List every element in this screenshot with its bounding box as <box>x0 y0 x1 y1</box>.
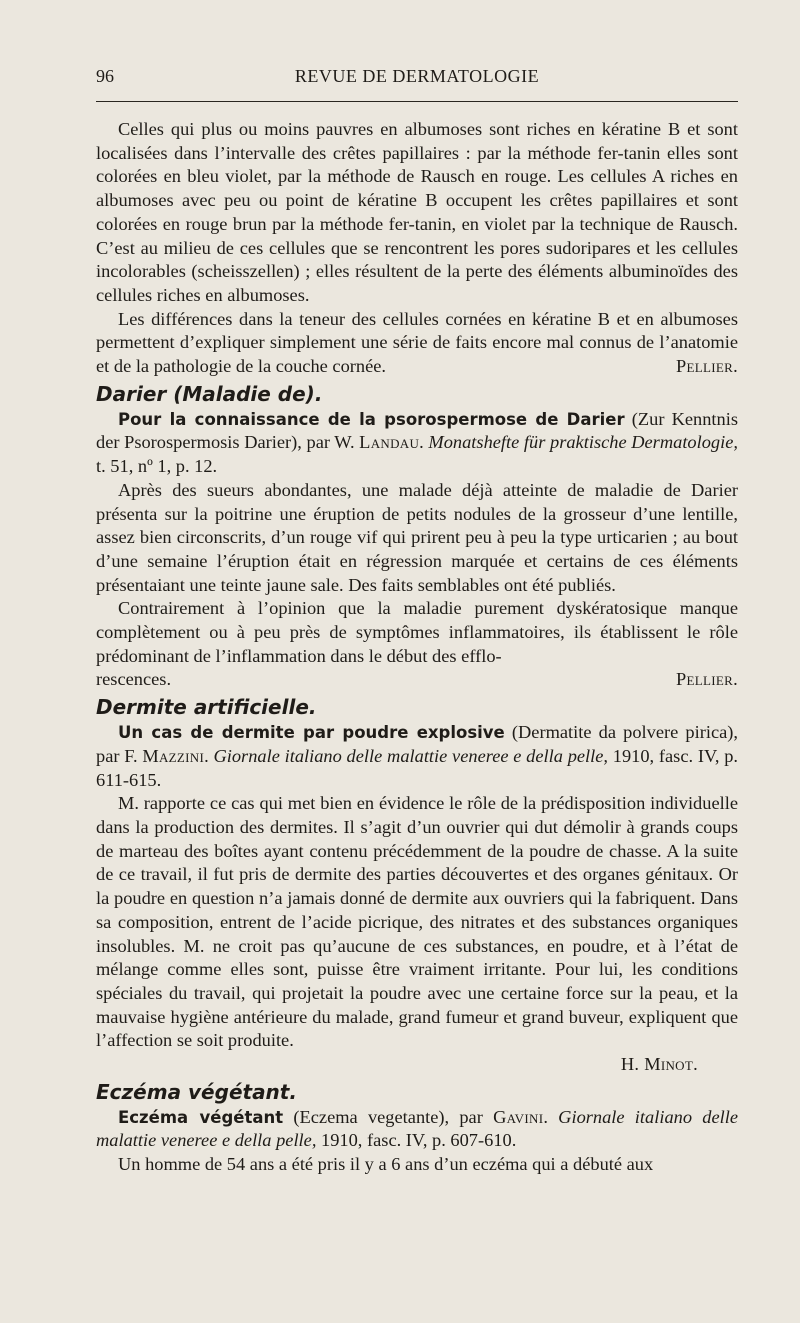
reference-title: Pour la connaissance de la psorospermose de Darier <box>118 409 625 429</box>
reference-journal: Giornale italiano delle malattie veneree e della pelle, <box>213 745 609 766</box>
paragraph: Après des sueurs abondantes, une malade déjà atteinte de maladie de Darier présenta sur la poitrine une éruption de petits nodules de la grosseur d’une lentille, assez bien circonscrits, d’un rouge vif qui prirent peu à peu la type urticarien ; au bout d’une semaine l’éruption était en régression marquée et certains de ces éléments présentaiant une teinte jaune sale. Des faits semblables ont été publiés. <box>96 479 738 595</box>
section-heading: Eczéma végétant. <box>96 1079 297 1104</box>
reference-text: (Zur Kenntnis der Psorospermosis Darier), par W. <box>96 408 738 453</box>
reference-text: . <box>204 745 214 766</box>
reference-text: . <box>543 1106 559 1127</box>
running-title: REVUE DE DERMATOLOGIE <box>294 66 540 86</box>
author-signature: Pellier. <box>676 669 738 690</box>
paragraph: Contrairement à l’opinion que la maladie purement dyskératosique manque complètement ou à peu près de symptômes inflammatoires, ils établissent le rôle prédominant de l’inflammation dans le début des efflo- <box>96 598 738 666</box>
reference-text: (Dermatite da polvere pirica), par F. <box>96 722 738 766</box>
running-header <box>96 66 738 90</box>
paragraph: Un homme de 54 ans a été pris il y a 6 ans d’un eczéma qui a débuté aux <box>118 1154 654 1175</box>
reference-author: Gavini <box>493 1106 544 1127</box>
signature-text: H. Minot. <box>620 1054 698 1075</box>
author-signature <box>96 1053 738 1077</box>
reference <box>96 1106 738 1153</box>
article-body <box>96 118 738 1177</box>
reference-author: Landau <box>359 432 420 453</box>
reference-title: Eczéma végétant <box>118 1107 284 1127</box>
reference-journal: Giornale italiano delle malattie veneree e della pelle, <box>96 1106 739 1151</box>
reference <box>96 408 738 479</box>
reference-text: 1910, fasc. IV, p. 611-615. <box>96 745 739 790</box>
paragraph-text: Les différences dans la teneur des cellules cornées en kératine B et en albumoses permettent d’expliquer simplement une série de faits encore mal connus de l’anatomie et de la pathologie de la couche cornée. <box>96 308 738 377</box>
paragraph <box>96 308 738 379</box>
reference <box>96 721 738 792</box>
reference-author: Mazzini <box>142 745 205 766</box>
reference-title: Un cas de dermite par poudre explosive <box>118 723 505 743</box>
page-number: 96 <box>96 66 114 86</box>
reference-text: t. 51, nº 1, p. 12. <box>96 456 218 477</box>
reference-text: (Eczema vegetante), par <box>283 1106 494 1127</box>
paragraph: M. rapporte ce cas qui met bien en évidence le rôle de la prédisposition individuelle dans la production des dermites. Il s’agit d’un ouvrier qui dut démolir à grands coups de marteau des boîtes ayant contenu précédemment de la poudre de chasse. A la suite de ce travail, il fut pris de dermite des parties découvertes et des organes génitaux. Or la poudre en question n’a jamais donné de dermite aux ouvriers qui la fabriquent. Dans sa composition, entrent de l’acide picrique, des nitrates et des substances organiques insolubles. M. ne croit pas qu’aucune de ces substances, en poudre, et à l’état de mélange comme elles sont, puisse être vraiment irritante. Pour lui, les conditions spéciales du travail, qui projetait la poudre avec une certaine force sur la peau, et la mauvaise hygiène antérieure du malade, grand fumeur et grand buveur, expliquent que l’affection se soit produite. <box>96 793 738 1051</box>
section-heading: Dermite artificielle. <box>96 695 317 720</box>
reference-text: . <box>419 432 429 453</box>
paragraph-last-line <box>96 668 738 692</box>
author-signature: Pellier. <box>676 356 738 377</box>
reference-text: 1910, fasc. IV, p. 607-610. <box>316 1130 517 1151</box>
paragraph: Celles qui plus ou moins pauvres en albumoses sont riches en kératine B et sont localisées dans l’intervalle des crêtes papillaires : par la méthode fer-tanin elles sont colorées en bleu violet, par la méthode de Rausch en rouge. Les cellules A riches en albumoses avec peu ou point de kératine B occupent les crêtes papillaires et sont colorées en rouge brun par la méthode fer-tanin, en violet par la technique de Rausch. C’est au milieu de ces cellules que se rencontrent les pores sudoripares et les cellules incolorables (scheisszellen) ; elles résultent de la perte des éléments albuminoïdes des cellules riches en albumoses. <box>96 119 738 305</box>
section-heading: Darier (Maladie de). <box>96 381 323 406</box>
reference-journal: Monatshefte für praktische Dermatologie, <box>428 432 738 453</box>
paragraph-text: rescences. <box>96 669 172 690</box>
header-rule <box>96 101 738 102</box>
